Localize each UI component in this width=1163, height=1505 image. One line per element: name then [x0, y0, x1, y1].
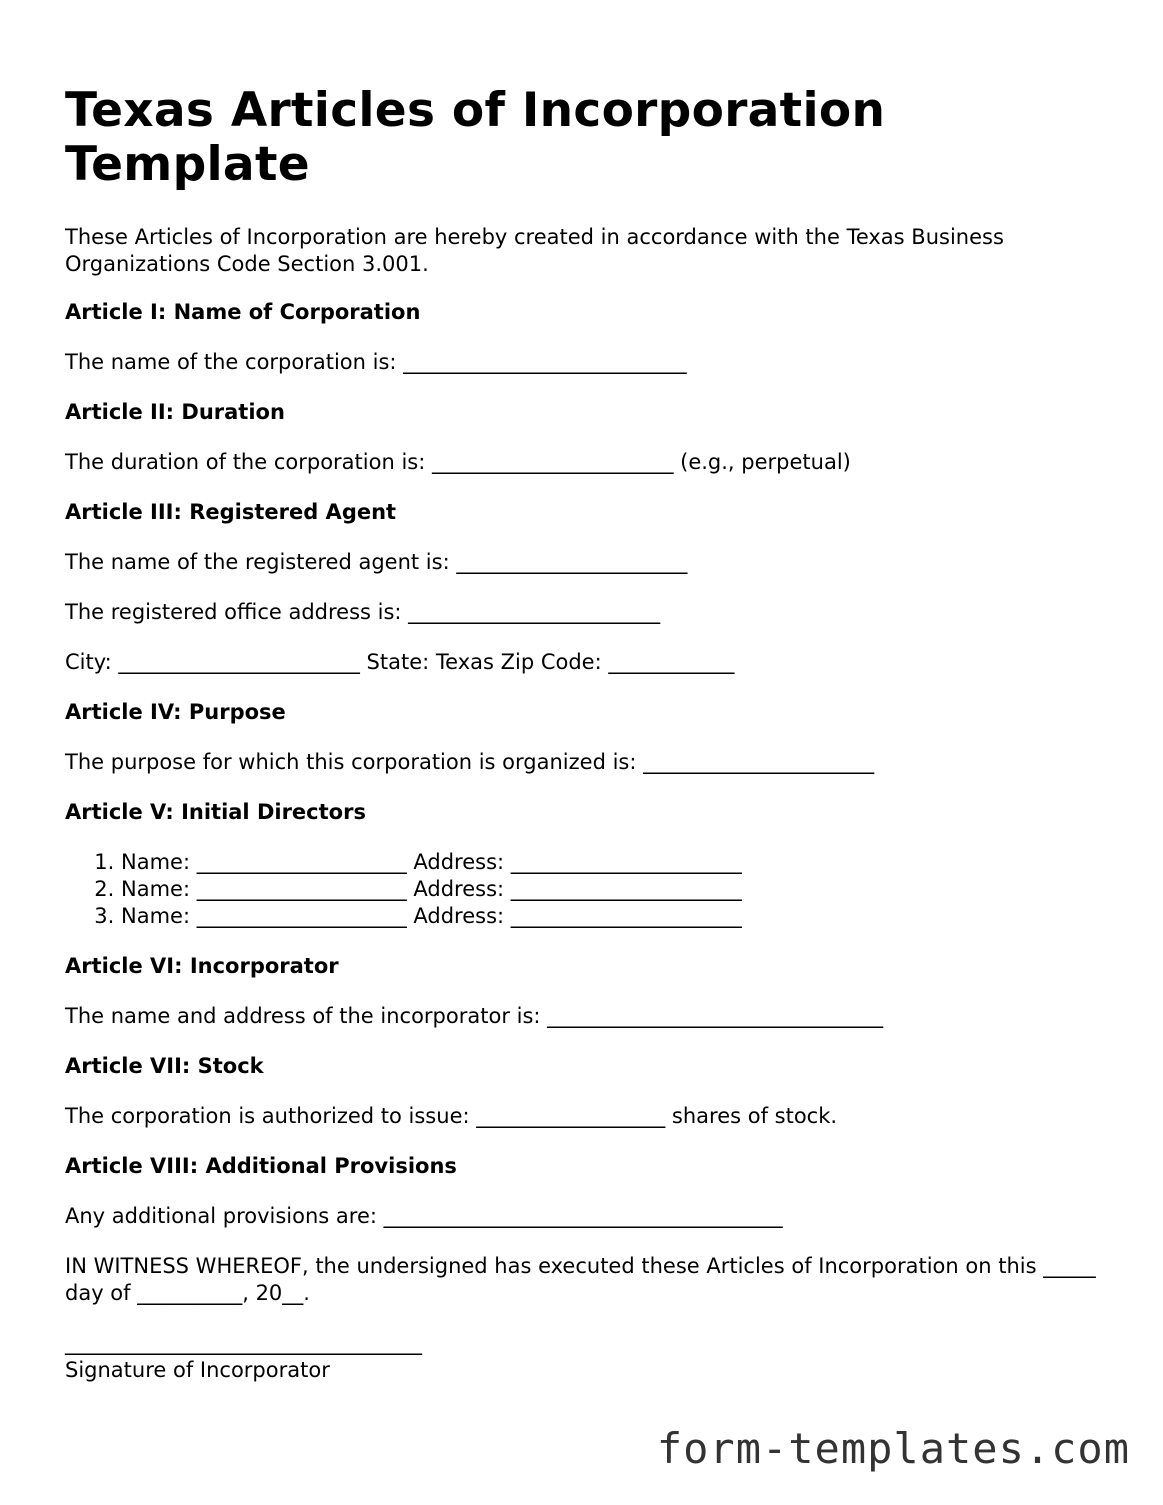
watermark: form-templates.com	[656, 1424, 1130, 1473]
document	[65, 83, 1105, 1382]
witness-text: IN WITNESS WHEREOF, the undersigned has executed these Articles of Incorporation on this _____ day of __________, 20__.	[65, 1254, 1103, 1305]
incorporator-line: The name and address of the incorporator is: ________________________________	[65, 1004, 884, 1028]
page-title: Texas Articles of Incorporation Template	[65, 83, 886, 192]
article-7-heading: Article VII: Stock	[65, 1054, 264, 1078]
directors-list	[65, 849, 1161, 930]
signature-line: __________________________________	[65, 1331, 422, 1355]
director-item: 2. Name: ____________________ Address: ______________________	[121, 876, 1161, 903]
article-1-heading: Article I: Name of Corporation	[65, 300, 421, 324]
article-3-heading: Article III: Registered Agent	[65, 500, 397, 524]
registered-office-line: The registered office address is: ________________________	[65, 600, 661, 624]
director-item: 3. Name: ____________________ Address: ______________________	[121, 903, 1161, 930]
signature-label: Signature of Incorporator	[65, 1358, 330, 1382]
article-6-heading: Article VI: Incorporator	[65, 954, 339, 978]
article-5-heading: Article V: Initial Directors	[65, 800, 366, 824]
article-8-heading: Article VIII: Additional Provisions	[65, 1154, 457, 1178]
article-4-heading: Article IV: Purpose	[65, 700, 286, 724]
registered-agent-line: The name of the registered agent is: ______________________	[65, 550, 688, 574]
intro-text: These Articles of Incorporation are hereby created in accordance with the Texas Business Organizations Code Section 3.001.	[65, 225, 1011, 276]
article-2-heading: Article II: Duration	[65, 400, 285, 424]
duration-line: The duration of the corporation is: _______________________ (e.g., perpetual)	[65, 450, 851, 474]
additional-provisions-line: Any additional provisions are: ______________________________________	[65, 1204, 783, 1228]
corporation-name-line: The name of the corporation is: ___________________________	[65, 350, 687, 374]
director-item: 1. Name: ____________________ Address: ______________________	[121, 849, 1161, 876]
stock-line: The corporation is authorized to issue: __________________ shares of stock.	[65, 1104, 838, 1128]
purpose-line: The purpose for which this corporation is organized is: ______________________	[65, 750, 875, 774]
city-state-zip-line: City: _______________________ State: Texas Zip Code: ____________	[65, 650, 735, 674]
